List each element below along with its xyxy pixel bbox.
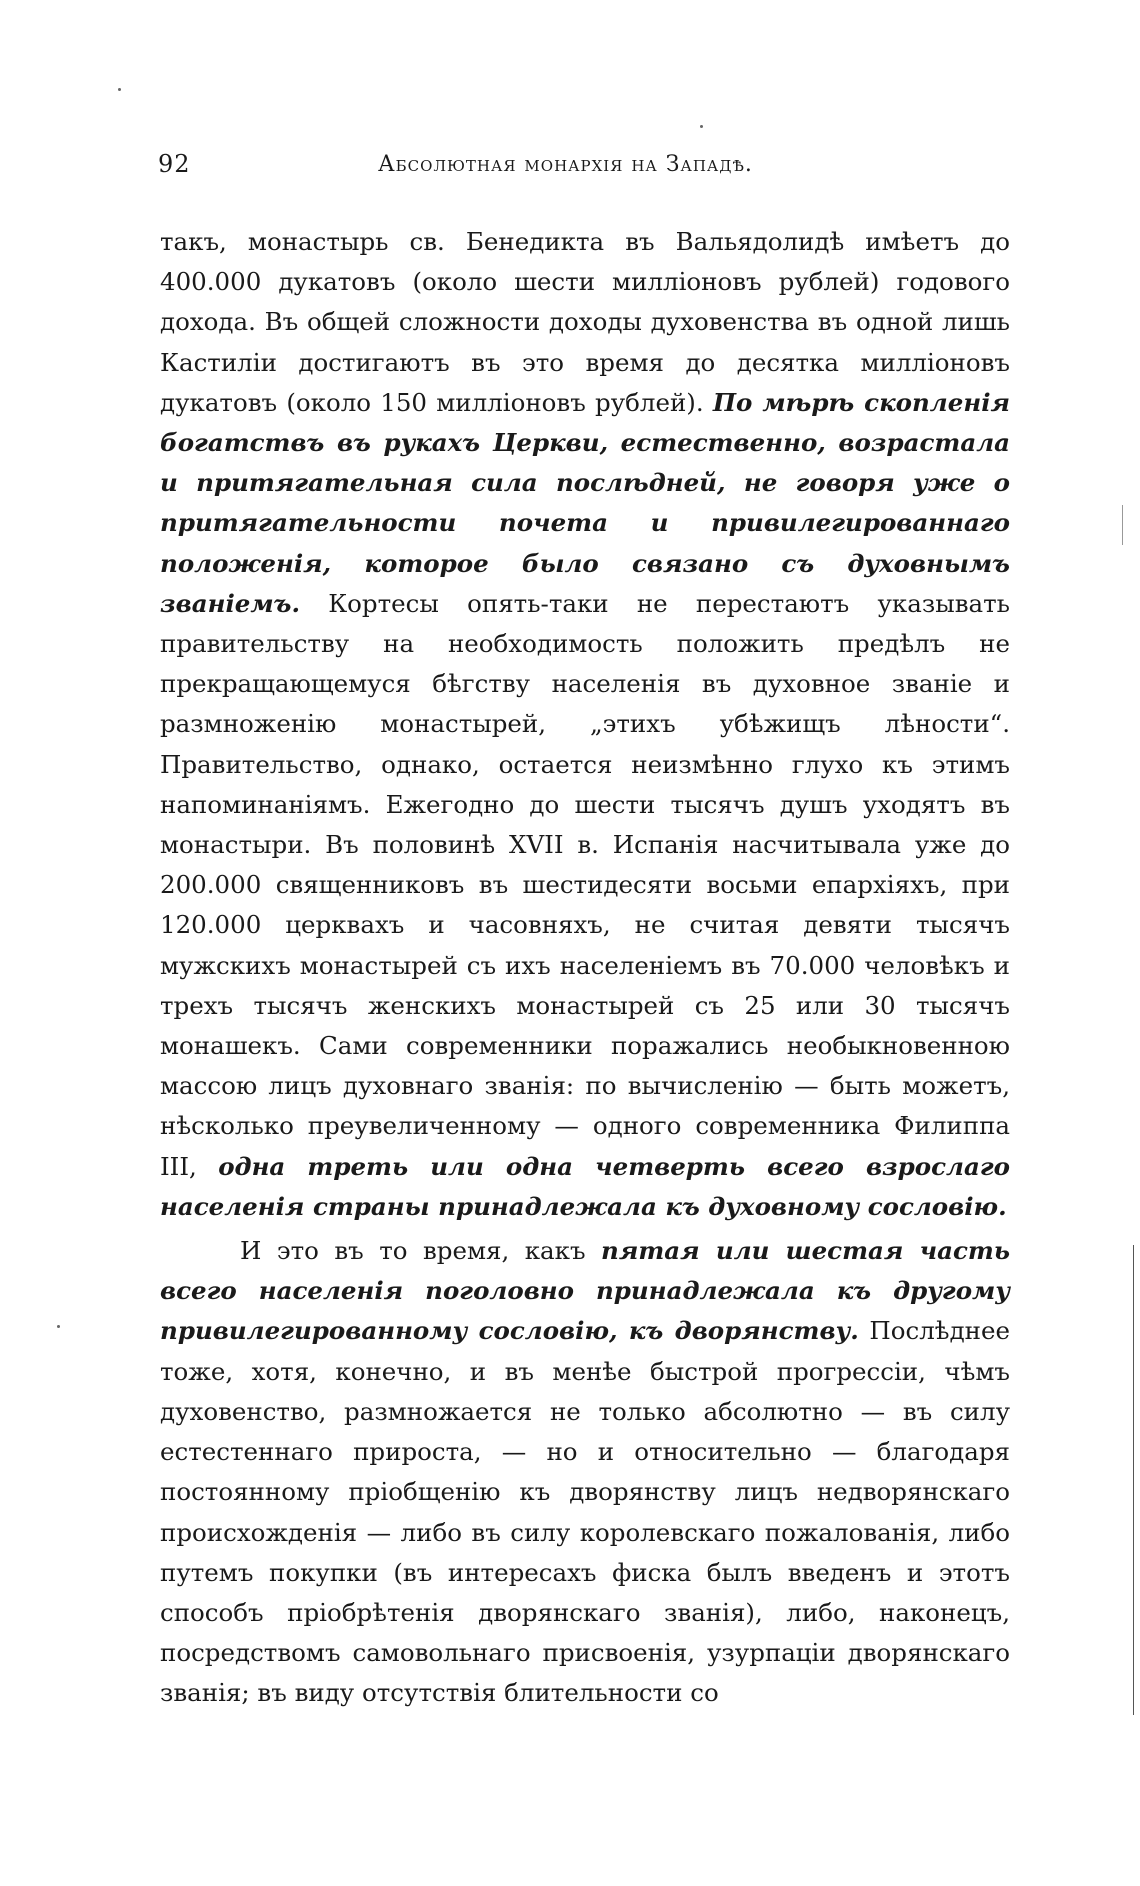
margin-rule bbox=[1133, 1245, 1134, 1715]
body-text bbox=[160, 222, 1010, 1714]
text-segment: Кортесы опять-таки не перестаютъ указывать правительству на необходимость положить предѣлъ не прекращающемуся бѣгству населенія въ духовное званіе и размноженію монастырей, „этихъ убѣжищъ лѣности“. Правительство, однако, остается неизмѣнно глухо къ этимъ напоминаніямъ. Ежегодно до шести тысячъ душъ уходятъ въ монастыри. Въ половинѣ XVII в. Испанія насчитывала уже до 200.000 священниковъ въ шестидесяти восьми епархіяхъ, при 120.000 церквахъ и часовняхъ, не считая девяти тысячъ мужскихъ монастырей съ ихъ населеніемъ въ 70.000 человѣкъ и трехъ тысячъ женскихъ монастырей съ 25 или 30 тысячъ монашекъ. Сами современники поражались необыкновенною массою лицъ духовнаго званія: по вычисленію — быть можетъ, нѣсколько преувеличенному — одного современника Филиппа III, bbox=[160, 588, 1010, 1181]
text-segment: такъ, монастырь св. Бенедикта въ Вальядолидѣ имѣетъ до 400.000 дукатовъ (около шести милліоновъ рублей) годового дохода. Въ общей сложности доходы духовенства въ одной лишь Кастиліи достигаютъ въ это время до десятка милліоновъ дукатовъ (около 150 милліоновъ рублей). bbox=[160, 227, 1010, 417]
speck bbox=[57, 1325, 60, 1328]
italic-segment: одна треть или одна четверть всего взрослаго населенія страны принадлежала къ духовному сословію. bbox=[160, 1151, 1010, 1221]
running-header bbox=[158, 150, 1008, 190]
speck bbox=[700, 125, 703, 128]
margin-mark bbox=[1122, 505, 1123, 545]
paragraph-1 bbox=[160, 222, 1010, 1227]
running-title: Абсолютная монархія на Западѣ. bbox=[378, 152, 753, 177]
text-segment: Послѣднее тоже, хотя, конечно, и въ менѣе быстрой прогрессіи, чѣмъ духовенство, размножается не только абсолютно — въ силу естестеннаго прироста, — но и относительно — благодаря постоянному пріобщенію къ дворянству лицъ недворянскаго происхожденія — либо въ силу королевскаго пожалованія, либо путемъ покупки (въ интересахъ фиска былъ введенъ и этотъ способъ пріобрѣтенія дворянскаго званія), либо, наконецъ, посредствомъ самовольнаго присвоенія, узурпаціи дворянскаго званія; въ виду отсутствія блительности со bbox=[160, 1316, 1010, 1708]
page-number: 92 bbox=[158, 150, 191, 178]
italic-segment: пятая или шестая часть всего населенія поголовно принадлежала къ другому привилегированному сословію, къ дворянству. bbox=[160, 1236, 1010, 1346]
text-segment: И это въ то время, какъ bbox=[240, 1236, 602, 1266]
paragraph-2 bbox=[160, 1231, 1010, 1713]
speck bbox=[118, 88, 121, 91]
italic-segment: По мѣрѣ скопленія богатствъ въ рукахъ Церкви, естественно, возрастала и притягательная сила послѣдней, не говоря уже о притягательности почета и привилегированнаго положенія, которое было связано съ духовнымъ званіемъ. bbox=[160, 387, 1010, 618]
